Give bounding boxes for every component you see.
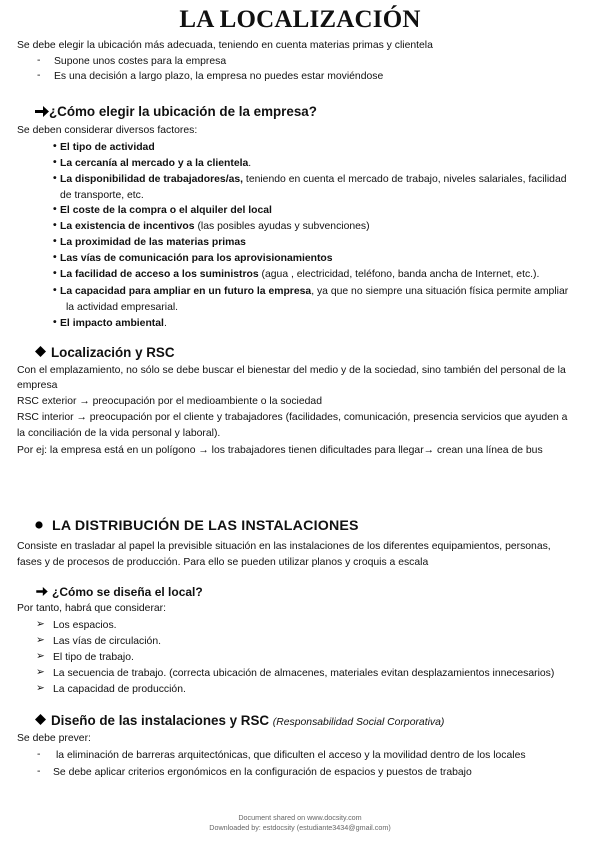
rsc-example-line: Por ej: la empresa está en un polígono → los trabajadores tienen dificultades para llegar→ crean una línea de bus (17, 445, 543, 456)
factor-item (60, 173, 567, 187)
section-heading-diseno-rsc: Diseño de las instalaciones y RSC (Responsabilidad Social Corporativa) (35, 713, 444, 728)
dash-bullet: - (37, 749, 41, 760)
arrowhead-bullet-icon: ➢ (36, 619, 45, 630)
bullet-dot: • (53, 157, 57, 168)
factor-item (60, 252, 333, 266)
arrowhead-bullet-icon: ➢ (36, 683, 45, 694)
local-item: Las vías de circulación. (53, 636, 162, 647)
section-lead: Por tanto, habrá que considerar: (17, 603, 167, 614)
rsc-paragraph-cont: empresa (17, 380, 58, 391)
factor-item (60, 204, 272, 218)
factor-bold: El tipo de actividad (60, 142, 155, 153)
factor-item (60, 317, 167, 331)
arrowhead-bullet-icon: ➢ (36, 651, 45, 662)
section-lead: Se debe prever: (17, 733, 91, 744)
rsc-paragraph: Con el emplazamiento, no sólo se debe buscar el bienestar del medio y de la sociedad, sino también del personal de la (17, 365, 566, 376)
factor-item (60, 141, 155, 155)
distribucion-paragraph-cont: fases y de procesos de producción. Para ello se pueden utilizar planos y croquis a escala (17, 557, 429, 568)
bullet-dot-icon (35, 521, 43, 529)
arrowhead-bullet-icon: ➢ (36, 667, 45, 678)
page-title: LA LOCALIZACIÓN (179, 6, 421, 33)
factor-detail: . (248, 158, 252, 169)
section-heading-local: ¿Cómo se diseña el local? (36, 585, 203, 599)
bullet-dot: • (53, 236, 57, 247)
bullet-dot: • (53, 317, 57, 328)
section-heading-rsc: Localización y RSC (35, 345, 175, 360)
bullet-dot: • (53, 204, 57, 215)
diseno-item: Se debe aplicar criterios ergonómicos en la configuración de espacios y puestos de trabajo (53, 767, 472, 778)
dash-bullet: - (37, 70, 41, 81)
factor-detail: (agua , electricidad, teléfono, banda ancha de Internet, etc.). (258, 269, 540, 280)
local-item: El tipo de trabajo. (53, 652, 134, 663)
factor-detail: (las posibles ayudas y subvenciones) (194, 221, 370, 232)
section-heading-distribucion: LA DISTRIBUCIÓN DE LAS INSTALACIONES (35, 518, 359, 534)
dash-bullet: - (37, 766, 41, 777)
heading-note: (Responsabilidad Social Corporativa) (272, 717, 445, 728)
footer-shared: Document shared on www.docsity.com (238, 813, 362, 822)
diseno-item: la eliminación de barreras arquitectónicas, que dificulten el acceso y la movilidad dentro de los locales (56, 750, 526, 761)
factor-item (60, 268, 539, 282)
local-item: La secuencia de trabajo. (correcta ubicación de almacenes, materiales evitan desplazamientos innecesarios) (53, 668, 555, 679)
arrow-right-icon (35, 106, 49, 117)
diamond-icon (35, 346, 46, 357)
bullet-dot: • (53, 173, 57, 184)
distribucion-paragraph: Consiste en trasladar al papel la previsible situación en las instalaciones de los diferentes equipamientos, personas, (17, 541, 551, 552)
factor-bold: La existencia de incentivos (60, 221, 195, 232)
footer-downloaded: Downloaded by: estdocsity (estudiante3434@gmail.com) (209, 823, 391, 832)
bullet-dot: • (53, 141, 57, 152)
factor-item (60, 285, 568, 299)
factor-detail: teniendo en cuenta el mercado de trabajo, niveles salariales, facilidad (243, 174, 567, 185)
rsc-exterior-line: RSC exterior → preocupación por el medioambiente o la sociedad (17, 396, 322, 407)
factor-bold: La disponibilidad de trabajadores/as, (60, 174, 244, 185)
factor-bold: La facilidad de acceso a los suministros (60, 269, 259, 280)
diamond-icon (35, 714, 46, 725)
factor-detail: . (163, 318, 167, 329)
factor-bold: El impacto ambiental (60, 318, 164, 329)
factor-bold: Las vías de comunicación para los aprovisionamientos (60, 253, 333, 264)
local-item: La capacidad de producción. (53, 684, 186, 695)
factor-bold: La proximidad de las materias primas (60, 237, 246, 248)
section-heading-ubicacion: ¿Cómo elegir la ubicación de la empresa? (35, 104, 317, 119)
factor-item (60, 220, 370, 234)
factor-bold: La cercanía al mercado y a la clientela (60, 158, 249, 169)
factor-item-cont: de transporte, etc. (60, 190, 144, 201)
bullet-dot: • (53, 268, 57, 279)
rsc-interior-line-cont: la conciliación de la vida personal y laboral). (17, 428, 221, 439)
factor-bold: La capacidad para ampliar en un futuro la empresa (60, 286, 312, 297)
factor-item (60, 236, 246, 250)
rsc-interior-line: RSC interior → preocupación por el cliente y trabajadores (facilidades, comunicación, presencia servicios que ayuden a (17, 412, 568, 423)
bullet-dot: • (53, 252, 57, 263)
arrow-right-icon (36, 587, 48, 596)
section-lead: Se deben considerar diversos factores: (17, 125, 198, 136)
factor-item-cont: la actividad empresarial. (66, 302, 179, 313)
intro-item: Es una decisión a largo plazo, la empresa no puedes estar moviéndose (54, 71, 384, 82)
arrowhead-bullet-icon: ➢ (36, 635, 45, 646)
dash-bullet: - (37, 55, 41, 66)
local-item: Los espacios. (53, 620, 117, 631)
intro-item: Supone unos costes para la empresa (54, 56, 227, 67)
intro-text: Se debe elegir la ubicación más adecuada, teniendo en cuenta materias primas y clientela (17, 40, 433, 51)
factor-bold: El coste de la compra o el alquiler del local (60, 205, 272, 216)
factor-item (60, 157, 251, 171)
bullet-dot: • (53, 220, 57, 231)
factor-detail: , ya que no siempre una situación física permite ampliar (311, 286, 569, 297)
bullet-dot: • (53, 285, 57, 296)
